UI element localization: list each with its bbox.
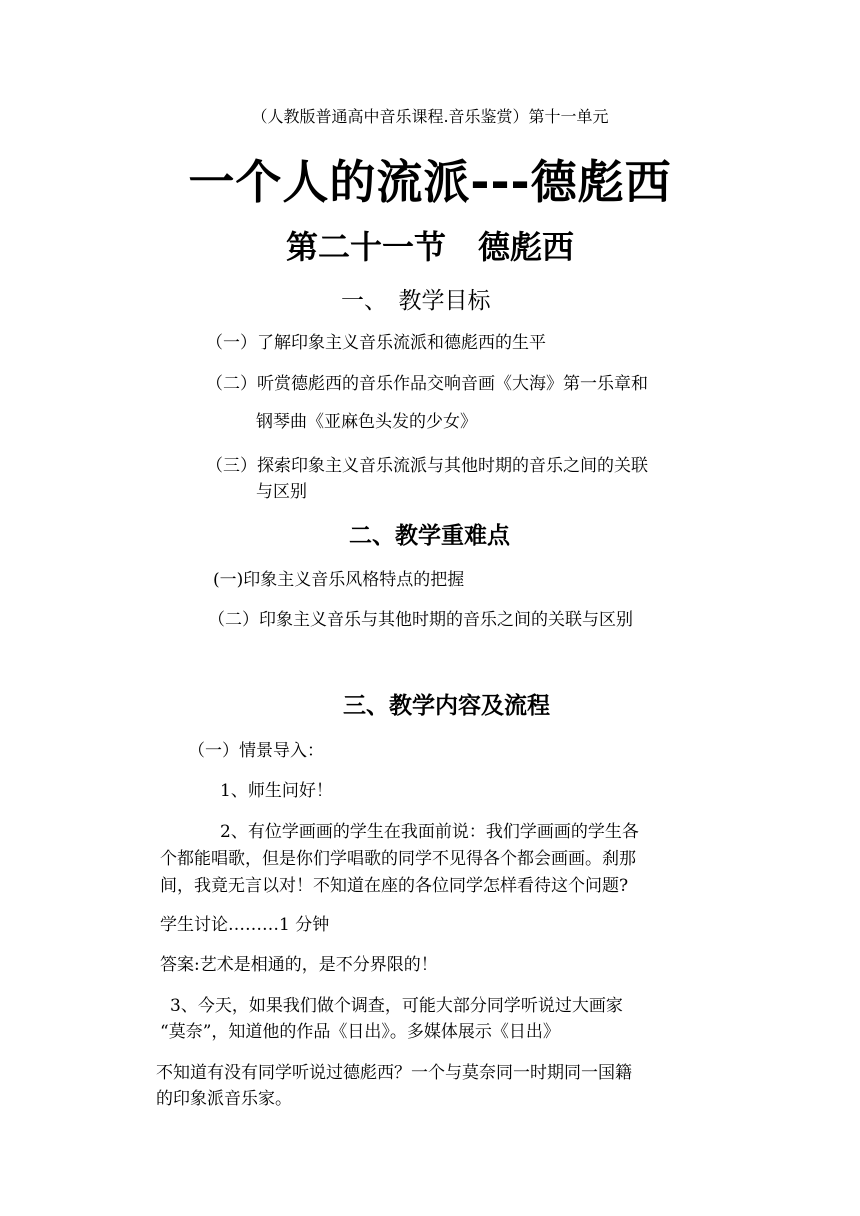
paragraph-3-line-1: 3、今天，如果我们做个调查，可能大部分同学听说过大画家 — [170, 996, 623, 1016]
paragraph-discussion: 学生讨论………1 分钟 — [160, 915, 330, 935]
objective-item-3-line-1: （三）探索印象主义音乐流派与其他时期的音乐之间的关联 — [206, 456, 648, 476]
page-title: 一个人的流派---德彪西 — [188, 155, 672, 209]
paragraph-2-line-2: 个都能唱歌，但是你们学唱歌的同学不见得各个都会画画。刹那 — [160, 849, 636, 869]
objective-item-1: （一）了解印象主义音乐流派和德彪西的生平 — [206, 333, 546, 353]
paragraph-greeting: 1、师生问好！ — [220, 781, 333, 801]
intro-heading: （一）情景导入： — [188, 741, 324, 761]
section-title: 第二十一节 德彪西 — [285, 228, 574, 266]
content-heading: 三、教学内容及流程 — [343, 693, 550, 719]
paragraph-2-line-1: 2、有位学画画的学生在我面前说：我们学画画的学生各 — [220, 822, 639, 842]
paragraph-4-line-1: 不知道有没有同学听说过德彪西？一个与莫奈同一时期同一国籍 — [156, 1063, 632, 1083]
paragraph-2-line-3: 间，我竟无言以对！不知道在座的各位同学怎样看待这个问题? — [160, 876, 629, 896]
difficulties-heading: 二、教学重难点 — [349, 523, 510, 549]
paragraph-answer: 答案:艺术是相通的，是不分界限的！ — [160, 955, 438, 975]
paragraph-3-line-2: “莫奈”，知道他的作品《日出》。多媒体展示《日出》 — [160, 1022, 560, 1042]
objective-item-3-line-2: 与区别 — [256, 482, 307, 502]
objective-item-2-line-1: （二）听赏德彪西的音乐作品交响音画《大海》第一乐章和 — [206, 374, 648, 394]
difficulty-item-1: (一)印象主义音乐风格特点的把握 — [213, 570, 465, 590]
paragraph-4-line-2: 的印象派音乐家。 — [156, 1089, 292, 1109]
difficulty-item-2: （二）印象主义音乐与其他时期的音乐之间的关联与区别 — [208, 610, 633, 630]
course-line: （人教版普通高中音乐课程.音乐鉴赏）第十一单元 — [251, 107, 609, 126]
objectives-heading: 一、 教学目标 — [341, 288, 491, 314]
objective-item-2-line-2: 钢琴曲《亚麻色头发的少女》 — [256, 412, 477, 432]
